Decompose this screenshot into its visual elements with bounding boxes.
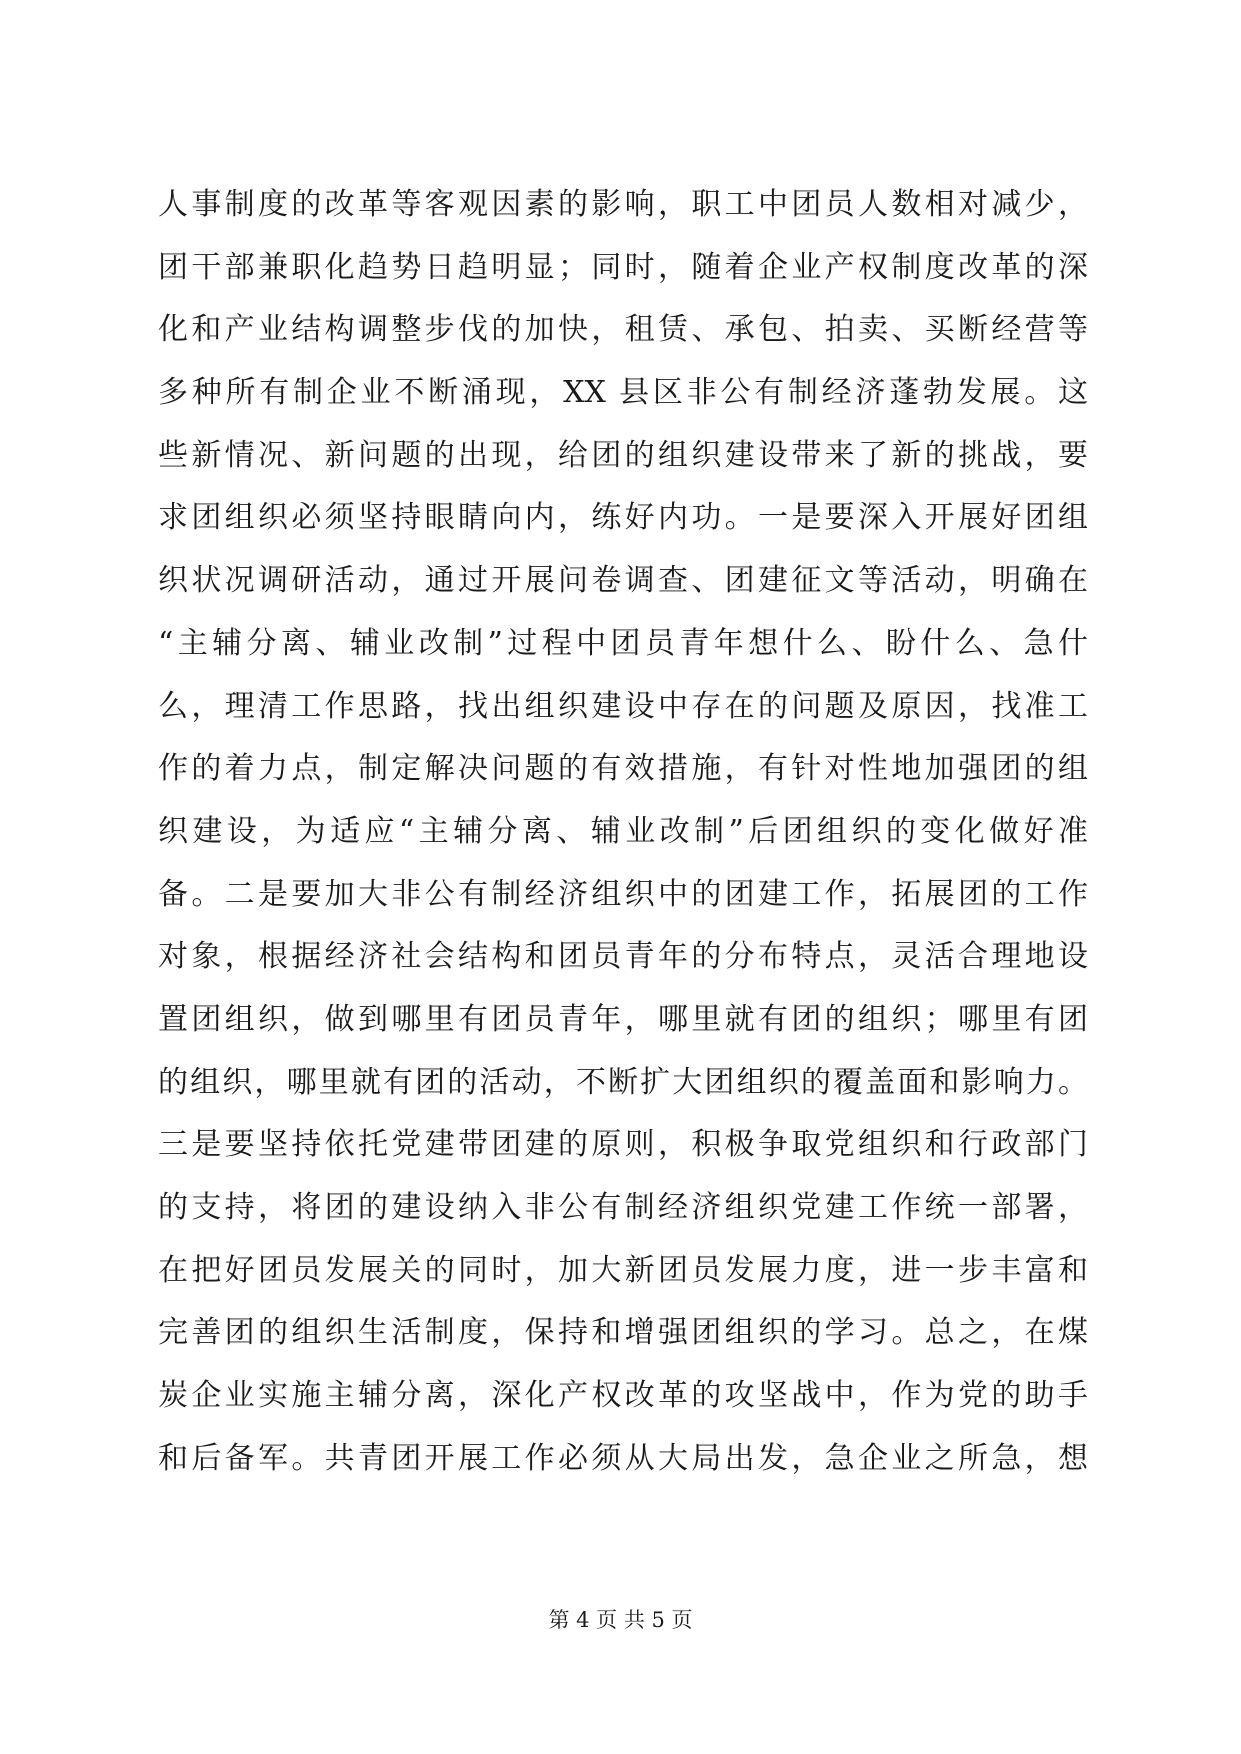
- text-line: 么，理清工作思路，找出组织建设中存在的问题及原因，找准工: [158, 688, 1088, 724]
- text-line: 置团组织，做到哪里有团员青年，哪里就有团的组织；哪里有团: [158, 1001, 1088, 1037]
- text-line: 团干部兼职化趋势日趋明显；同时，随着企业产权制度改革的深: [158, 249, 1088, 285]
- text-line: 的支持，将团的建设纳入非公有制经济组织党建工作统一部署，: [158, 1190, 1088, 1225]
- text-line: 在把好团员发展关的同时，加大新团员发展力度，进一步丰富和: [158, 1252, 1088, 1288]
- text-line: 化和产业结构调整步伐的加快，租赁、承包、拍卖、买断经营等: [158, 312, 1088, 348]
- text-line: 三是要坚持依托党建带团建的原则，积极争取党组织和行政部门: [158, 1127, 1088, 1163]
- text-line: 对象，根据经济社会结构和团员青年的分布特点，灵活合理地设: [158, 939, 1088, 975]
- text-line: 完善团的组织生活制度，保持和增强团组织的学习。总之，在煤: [158, 1315, 1088, 1351]
- text-line: 和后备军。共青团开展工作必须从大局出发，急企业之所急，想: [158, 1440, 1088, 1476]
- text-line: 人事制度的改革等客观因素的影响，职工中团员人数相对减少，: [158, 187, 1088, 222]
- text-line: “主辅分离、辅业改制”过程中团员青年想什么、盼什么、急什: [158, 625, 1088, 661]
- body-text: [158, 174, 1088, 1490]
- text-line: 织状况调研活动，通过开展问卷调查、团建征文等活动，明确在: [158, 563, 1088, 599]
- text-line: 多种所有制企业不断涌现，XX 县区非公有制经济蓬勃发展。这: [158, 375, 1088, 411]
- text-line: 求团组织必须坚持眼睛向内，练好内功。一是要深入开展好团组: [158, 500, 1088, 536]
- text-line: 的组织，哪里就有团的活动，不断扩大团组织的覆盖面和影响力。: [158, 1064, 1088, 1100]
- text-line: 备。二是要加大非公有制经济组织中的团建工作，拓展团的工作: [158, 876, 1088, 912]
- text-line: 些新情况、新问题的出现，给团的组织建设带来了新的挑战，要: [158, 437, 1088, 473]
- page-footer: [0, 1605, 1241, 1635]
- text-line: 作的着力点，制定解决问题的有效措施，有针对性地加强团的组: [158, 751, 1088, 787]
- text-line: 炭企业实施主辅分离，深化产权改革的攻坚战中，作为党的助手: [158, 1378, 1088, 1414]
- page-number-label: 第 4 页 共 5 页: [548, 1608, 693, 1632]
- text-line: 织建设，为适应“主辅分离、辅业改制”后团组织的变化做好准: [158, 813, 1088, 849]
